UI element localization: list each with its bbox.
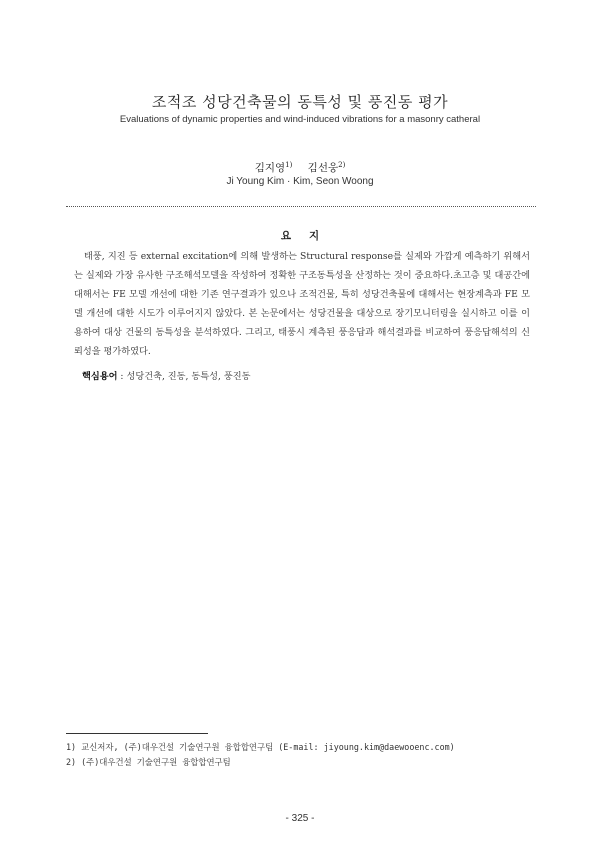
footnotes [66,740,546,770]
page-number: - 325 - [285,813,315,824]
footnote-rule [66,733,208,734]
paper-title-english: Evaluations of dynamic properties and wind-induced vibrations for a masonry catheral [119,114,481,125]
section-divider [66,206,536,207]
author-footnote-mark: 1) [285,161,293,169]
paper-title-korean: 조적조 성당건축물의 동특성 및 풍진동 평가 [151,93,449,111]
keywords-terms: 성당건축, 진동, 동특성, 풍진동 [126,371,251,382]
footnote: 1) 교신저자, (주)대우건설 기술연구원 융합합연구팀 (E-mail: jiyoung.kim@daewooenc.com) [66,742,455,752]
author-name: 김선웅 [307,162,339,174]
authors-korean [0,160,600,175]
keywords-label: 핵심용어 [82,371,118,382]
footnote: 2) (주)대우건설 기술연구원 융합합연구팀 [66,757,231,767]
authors-english: Ji Young Kim · Kim, Seon Woong [226,176,374,187]
keywords-separator: : [117,371,127,382]
abstract-body: 태풍, 지진 등 external excitation에 의해 발생하는 Structural response를 실제와 가깝게 예측하기 위해서는 실제와 가장 유사한 구조해석모델을 작성하여 정확한 구조동특성을 산정하는 것이 중요하다.초고층 및 대공간에 대해서는 FE 모델 개선에 대한 기존 연구결과가 있으나 조적건물, 특히 성당건축물에 대해서는 현장계측과 FE 모델 개선에 대한 시도가 이루어지지 않았다. 본 논문에서는 성당건물을 대상으로 장기모니터링을 실시하고 이를 이용하여 대상 건물의 동특성을 분석하였다. 그리고, 태풍시 계측된 풍응답과 해석결과를 비교하여 풍응답해석의 신뢰성을 평가하였다. [74,251,530,357]
author-name: 김지영 [254,162,286,174]
abstract-heading: 요지 [280,230,338,242]
author-footnote-mark: 2) [338,161,346,169]
keywords [82,368,522,382]
